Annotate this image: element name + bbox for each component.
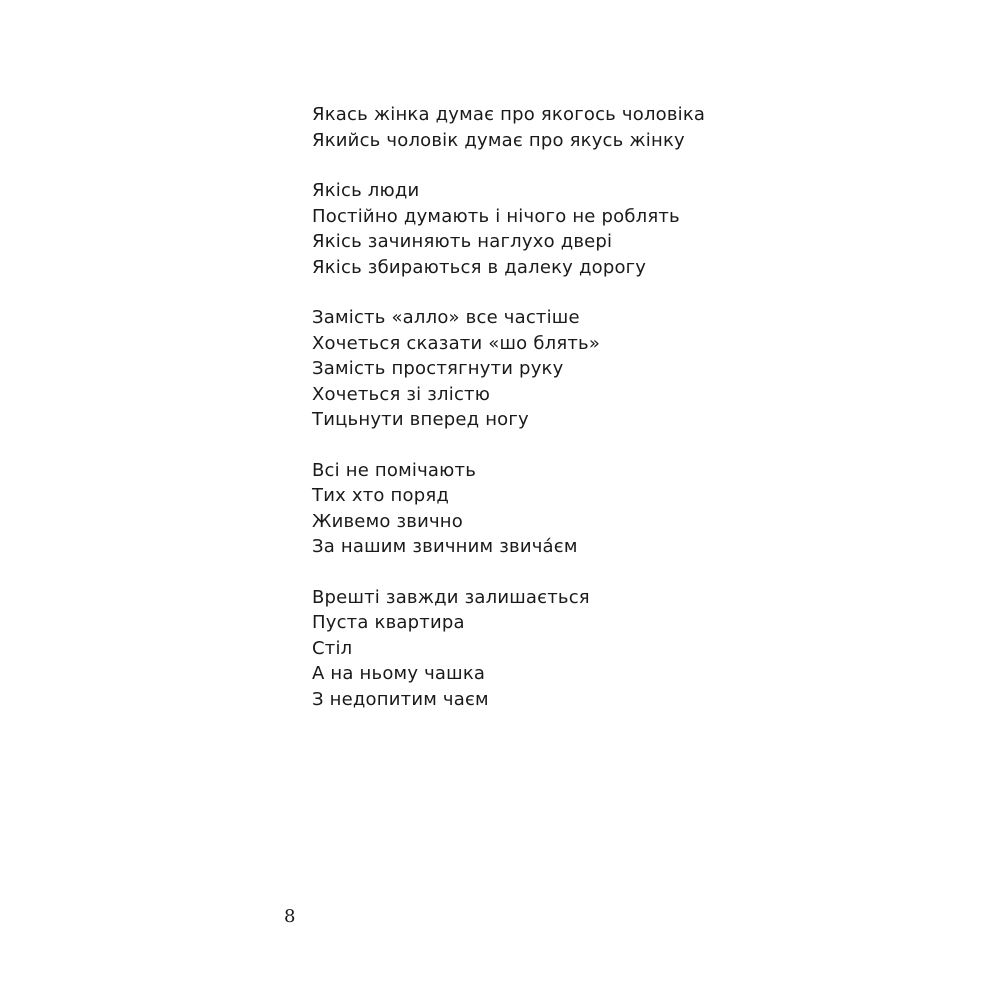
poem-line: Тицьнути вперед ногу bbox=[312, 409, 529, 430]
poem-line: Стіл bbox=[312, 637, 353, 659]
poem-line: Якийсь чоловік думає про якусь жінку bbox=[312, 129, 685, 151]
poem bbox=[312, 102, 705, 737]
poem-line: Якісь зачиняють наглухо двері bbox=[312, 231, 613, 252]
stanza-4 bbox=[312, 458, 705, 560]
poem-line: Хочеться зі злістю bbox=[312, 383, 491, 405]
poem-line: Всі не помічають bbox=[312, 459, 477, 481]
poem-line: Якась жінка думає про якогось чоловіка bbox=[312, 104, 706, 125]
poem-line: Живемо звично bbox=[312, 510, 463, 532]
stanza-2 bbox=[312, 178, 705, 280]
page-number: 8 bbox=[284, 906, 296, 927]
stanza-5 bbox=[312, 585, 705, 713]
poem-line: Пуста квартира bbox=[312, 612, 465, 633]
poem-line: За нашим звичним звича́єм bbox=[312, 536, 578, 557]
poem-line: Хочеться сказати «шо блять» bbox=[312, 332, 601, 354]
poem-line: Якісь збираються в далеку дорогу bbox=[312, 256, 647, 278]
poem-line: Якісь люди bbox=[312, 180, 420, 201]
poem-line: А на ньому чашка bbox=[312, 663, 486, 684]
stanza-3 bbox=[312, 305, 705, 433]
poem-line: Постійно думають і нічого не роблять bbox=[312, 205, 680, 227]
poem-line: Замість «алло» все частіше bbox=[312, 307, 580, 328]
poem-line: З недопитим чаєм bbox=[312, 688, 489, 710]
stanza-1 bbox=[312, 102, 705, 153]
poem-line: Тих хто поряд bbox=[312, 485, 450, 506]
poem-line: Замість простягнути руку bbox=[312, 358, 564, 379]
poem-line: Врешті завжди залишається bbox=[312, 586, 590, 608]
